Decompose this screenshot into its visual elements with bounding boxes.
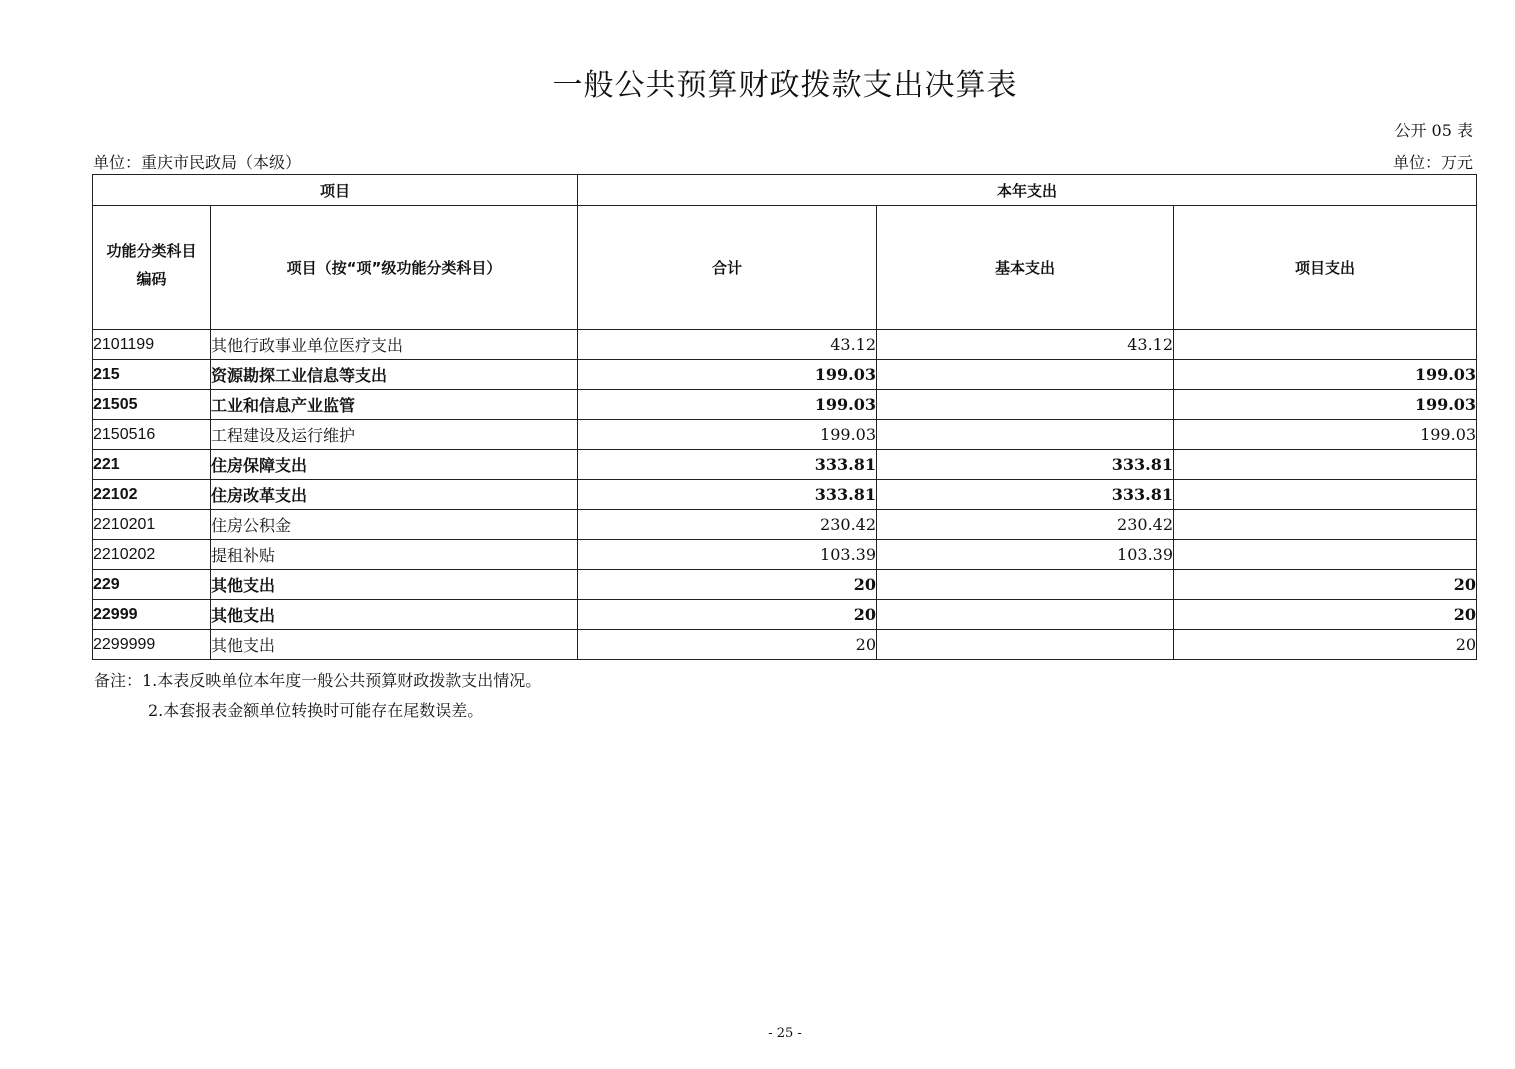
- cell-basic: [877, 600, 1174, 630]
- cell-total: 43.12: [578, 330, 877, 360]
- cell-code: 2299999: [93, 630, 211, 660]
- cell-proj: [1174, 540, 1477, 570]
- unit-organization: 单位：重庆市民政局（本级）: [93, 153, 302, 172]
- cell-basic: [877, 420, 1174, 450]
- cell-name: 其他支出: [211, 570, 578, 600]
- cell-code: 2101199: [93, 330, 211, 360]
- note-line-1: 备注：1.本表反映单位本年度一般公共预算财政拨款支出情况。: [94, 671, 542, 690]
- note-line-2: 2.本套报表金额单位转换时可能存在尾数误差。: [148, 701, 484, 720]
- cell-proj: 20: [1174, 570, 1477, 600]
- table-row: [93, 600, 1477, 630]
- cell-proj: [1174, 510, 1477, 540]
- cell-name: 提租补贴: [211, 540, 578, 570]
- header-proj: 项目支出: [1174, 206, 1477, 330]
- cell-basic: 230.42: [877, 510, 1174, 540]
- cell-code: 22102: [93, 480, 211, 510]
- cell-name: 资源勘探工业信息等支出: [211, 360, 578, 390]
- table-row: [93, 630, 1477, 660]
- cell-name: 工程建设及运行维护: [211, 420, 578, 450]
- cell-name: 住房保障支出: [211, 450, 578, 480]
- notes: [94, 666, 541, 726]
- header-this-year: 本年支出: [578, 175, 1477, 206]
- table-row: [93, 450, 1477, 480]
- cell-code: 2210202: [93, 540, 211, 570]
- header-basic: 基本支出: [877, 206, 1174, 330]
- cell-code: 22999: [93, 600, 211, 630]
- cell-basic: 333.81: [877, 480, 1174, 510]
- header-row-2: [93, 206, 1477, 330]
- cell-name: 工业和信息产业监管: [211, 390, 578, 420]
- cell-name: 住房改革支出: [211, 480, 578, 510]
- cell-total: 199.03: [578, 360, 877, 390]
- cell-proj: [1174, 330, 1477, 360]
- cell-name: 其他支出: [211, 630, 578, 660]
- cell-basic: [877, 630, 1174, 660]
- cell-basic: [877, 390, 1174, 420]
- cell-proj: [1174, 480, 1477, 510]
- cell-code: 2210201: [93, 510, 211, 540]
- cell-proj: 20: [1174, 600, 1477, 630]
- page-number: - 25 -: [768, 1026, 802, 1041]
- cell-proj: [1174, 450, 1477, 480]
- cell-basic: [877, 570, 1174, 600]
- cell-code: 229: [93, 570, 211, 600]
- cell-total: 199.03: [578, 390, 877, 420]
- cell-name: 其他支出: [211, 600, 578, 630]
- cell-name: 住房公积金: [211, 510, 578, 540]
- table-row: [93, 390, 1477, 420]
- cell-total: 103.39: [578, 540, 877, 570]
- cell-total: 20: [578, 630, 877, 660]
- cell-total: 333.81: [578, 480, 877, 510]
- cell-proj: 199.03: [1174, 360, 1477, 390]
- header-total: 合计: [578, 206, 877, 330]
- table-row: [93, 480, 1477, 510]
- cell-code: 2150516: [93, 420, 211, 450]
- table-row: [93, 540, 1477, 570]
- unit-currency: 单位：万元: [1392, 153, 1473, 172]
- table-row: [93, 420, 1477, 450]
- cell-total: 20: [578, 570, 877, 600]
- cell-total: 333.81: [578, 450, 877, 480]
- cell-basic: 103.39: [877, 540, 1174, 570]
- page-title: 一般公共预算财政拨款支出决算表: [552, 68, 1018, 103]
- cell-total: 20: [578, 600, 877, 630]
- table-row: [93, 330, 1477, 360]
- cell-basic: 43.12: [877, 330, 1174, 360]
- cell-total: 199.03: [578, 420, 877, 450]
- table-row: [93, 510, 1477, 540]
- header-name: 项目（按“项”级功能分类科目）: [211, 206, 578, 330]
- cell-code: 215: [93, 360, 211, 390]
- header-project: 项目: [93, 175, 578, 206]
- cell-proj: 199.03: [1174, 420, 1477, 450]
- header-code: [93, 206, 211, 330]
- table-row: [93, 360, 1477, 390]
- cell-code: 221: [93, 450, 211, 480]
- header-code-line2: 编码: [136, 269, 167, 288]
- form-number: 公开 05 表: [1394, 121, 1473, 140]
- header-row-1: [93, 175, 1477, 206]
- expenditure-table: [92, 174, 1477, 660]
- cell-name: 其他行政事业单位医疗支出: [211, 330, 578, 360]
- cell-basic: [877, 360, 1174, 390]
- cell-proj: 20: [1174, 630, 1477, 660]
- table-body: [93, 330, 1477, 660]
- cell-basic: 333.81: [877, 450, 1174, 480]
- cell-code: 21505: [93, 390, 211, 420]
- cell-total: 230.42: [578, 510, 877, 540]
- header-code-line1: 功能分类科目: [106, 241, 197, 260]
- table-row: [93, 570, 1477, 600]
- cell-proj: 199.03: [1174, 390, 1477, 420]
